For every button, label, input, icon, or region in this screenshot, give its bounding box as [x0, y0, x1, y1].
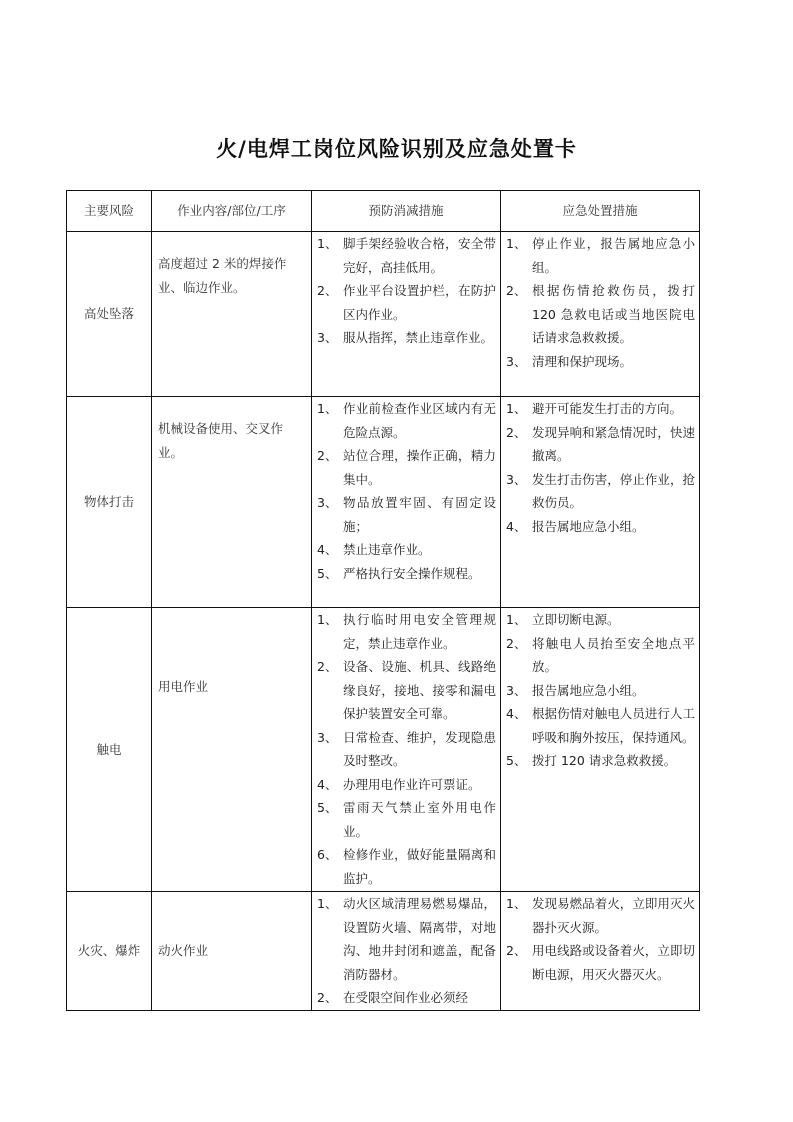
- item-number: 1、: [317, 236, 338, 251]
- list-item: [506, 468, 695, 515]
- list-item: [317, 655, 496, 726]
- item-number: 2、: [317, 990, 338, 1005]
- item-number: 5、: [317, 565, 338, 581]
- item-text: 拨打 120 请求急救救援。: [532, 753, 677, 768]
- table-row: [67, 232, 700, 397]
- item-number: 4、: [317, 542, 338, 557]
- prevention-cell: [312, 892, 501, 1011]
- item-text: 站位合理，操作正确，精力集中。: [343, 448, 496, 487]
- item-number: 2、: [317, 448, 338, 463]
- risk-cell: 高处坠落: [67, 232, 152, 397]
- list-item: [317, 986, 496, 1010]
- list-item: [317, 773, 496, 797]
- list-item: [506, 939, 695, 986]
- work-content-cell: 用电作业: [152, 608, 312, 892]
- item-text: 用电线路或设备着火，立即切断电源，用灭火器灭火。: [532, 943, 695, 982]
- item-number: 2、: [506, 943, 527, 958]
- item-number: 1、: [506, 612, 527, 627]
- header-emergency-measures: 应急处置措施: [501, 191, 700, 232]
- emergency-list: [506, 892, 695, 986]
- item-number: 3、: [506, 682, 527, 698]
- item-number: 1、: [317, 401, 338, 416]
- prevention-list: [317, 892, 496, 1010]
- item-text: 严格执行安全操作规程。: [343, 565, 481, 581]
- list-item: [317, 562, 496, 586]
- item-text: 在受限空间作业必须经: [343, 990, 469, 1005]
- item-text: 根据伤情抢救伤员，拨打 120 急救电话或当地医院电话请求急救救援。: [532, 283, 695, 345]
- emergency-list: [506, 397, 695, 538]
- item-text: 设备、设施、机具、线路绝缘良好，接地、接零和漏电保护装置安全可靠。: [343, 659, 496, 721]
- list-item: [317, 608, 496, 655]
- list-item: [506, 397, 695, 421]
- item-text: 作业平台设置护栏，在防护区内作业。: [343, 283, 496, 322]
- item-number: 2、: [506, 424, 527, 440]
- prevention-list: [317, 232, 496, 350]
- item-text: 停止作业，报告属地应急小组。: [532, 236, 695, 275]
- list-item: [317, 843, 496, 890]
- item-text: 检修作业，做好能量隔离和监护。: [343, 847, 496, 886]
- list-item: [317, 726, 496, 773]
- page-title: 火/电焊工岗位风险识别及应急处置卡: [216, 137, 577, 161]
- item-text: 物品放置牢固、有固定设施；: [343, 495, 496, 534]
- list-item: [506, 702, 695, 749]
- item-text: 发生打击伤害，停止作业，抢救伤员。: [532, 471, 695, 510]
- list-item: [506, 749, 695, 773]
- list-item: [506, 632, 695, 679]
- item-number: 3、: [317, 729, 338, 745]
- header-main-risk: 主要风险: [67, 191, 152, 232]
- item-number: 1、: [506, 401, 527, 416]
- list-item: [506, 350, 695, 374]
- item-number: 2、: [506, 283, 527, 298]
- risk-table: [66, 190, 700, 1011]
- item-number: 2、: [506, 635, 527, 651]
- item-number: 1、: [317, 612, 338, 627]
- item-text: 服从指挥，禁止违章作业。: [343, 330, 494, 345]
- list-item: [317, 397, 496, 444]
- risk-cell: 火灾、爆炸: [67, 892, 152, 1011]
- prevention-list: [317, 608, 496, 890]
- table-row: [67, 608, 700, 892]
- emergency-cell: [501, 608, 700, 892]
- item-number: 5、: [317, 800, 338, 815]
- emergency-list: [506, 232, 695, 373]
- item-number: 4、: [506, 706, 527, 721]
- table-row: [67, 892, 700, 1011]
- item-number: 3、: [317, 330, 338, 345]
- table-header-row: [67, 191, 700, 232]
- item-number: 2、: [317, 283, 338, 298]
- item-text: 动火区域清理易燃易爆品，设置防火墙、隔离带，对地沟、地井封闭和遮盖，配备消防器材。: [343, 896, 496, 982]
- item-number: 3、: [506, 353, 527, 369]
- item-text: 清理和保护现场。: [532, 353, 633, 369]
- prevention-list: [317, 397, 496, 585]
- prevention-cell: [312, 608, 501, 892]
- list-item: [317, 232, 496, 279]
- item-text: 立即切断电源。: [532, 612, 620, 627]
- prevention-cell: [312, 232, 501, 397]
- emergency-cell: [501, 892, 700, 1011]
- item-text: 发现异响和紧急情况时，快速撤离。: [532, 424, 695, 463]
- item-number: 6、: [317, 847, 338, 862]
- list-item: [506, 892, 695, 939]
- list-item: [506, 232, 695, 279]
- list-item: [317, 491, 496, 538]
- risk-cell: 触电: [67, 608, 152, 892]
- item-text: 根据伤情对触电人员进行人工呼吸和胸外按压，保持通风。: [532, 706, 695, 745]
- item-text: 禁止违章作业。: [343, 542, 431, 557]
- list-item: [506, 515, 695, 539]
- item-text: 发现易燃品着火，立即用灭火器扑灭火源。: [532, 896, 695, 935]
- item-number: 3、: [317, 495, 338, 510]
- item-text: 作业前检查作业区域内有无危险点源。: [343, 401, 496, 440]
- list-item: [506, 679, 695, 703]
- item-number: 4、: [317, 776, 338, 792]
- risk-cell: 物体打击: [67, 397, 152, 608]
- item-text: 办理用电作业许可票证。: [343, 776, 481, 792]
- item-number: 1、: [317, 896, 338, 911]
- header-work-content: 作业内容/部位/工序: [152, 191, 312, 232]
- list-item: [506, 421, 695, 468]
- item-number: 1、: [506, 896, 527, 911]
- list-item: [317, 326, 496, 350]
- item-number: 2、: [317, 659, 338, 674]
- prevention-cell: [312, 397, 501, 608]
- work-content-cell: 动火作业: [152, 892, 312, 1011]
- header-prevention-measures: 预防消减措施: [312, 191, 501, 232]
- item-number: 5、: [506, 753, 527, 768]
- list-item: [506, 608, 695, 632]
- table-row: [67, 397, 700, 608]
- work-content-cell: 机械设备使用、交叉作业。: [152, 397, 312, 608]
- item-number: 4、: [506, 518, 527, 534]
- item-text: 日常检查、维护，发现隐患及时整改。: [343, 729, 496, 768]
- item-text: 脚手架经验收合格，安全带完好，高挂低用。: [343, 236, 496, 275]
- item-text: 避开可能发生打击的方向。: [532, 401, 683, 416]
- work-content-cell: 高度超过 2 米的焊接作业、临边作业。: [152, 232, 312, 397]
- emergency-cell: [501, 397, 700, 608]
- emergency-cell: [501, 232, 700, 397]
- list-item: [317, 279, 496, 326]
- list-item: [317, 892, 496, 986]
- item-text: 报告属地应急小组。: [532, 518, 645, 534]
- item-number: 1、: [506, 236, 527, 251]
- item-text: 将触电人员抬至安全地点平放。: [532, 635, 695, 674]
- list-item: [506, 279, 695, 350]
- list-item: [317, 538, 496, 562]
- list-item: [317, 796, 496, 843]
- item-text: 报告属地应急小组。: [532, 682, 645, 698]
- item-number: 3、: [506, 471, 527, 487]
- item-text: 执行临时用电安全管理规定，禁止违章作业。: [343, 612, 496, 651]
- emergency-list: [506, 608, 695, 773]
- item-text: 雷雨天气禁止室外用电作业。: [343, 800, 496, 839]
- list-item: [317, 444, 496, 491]
